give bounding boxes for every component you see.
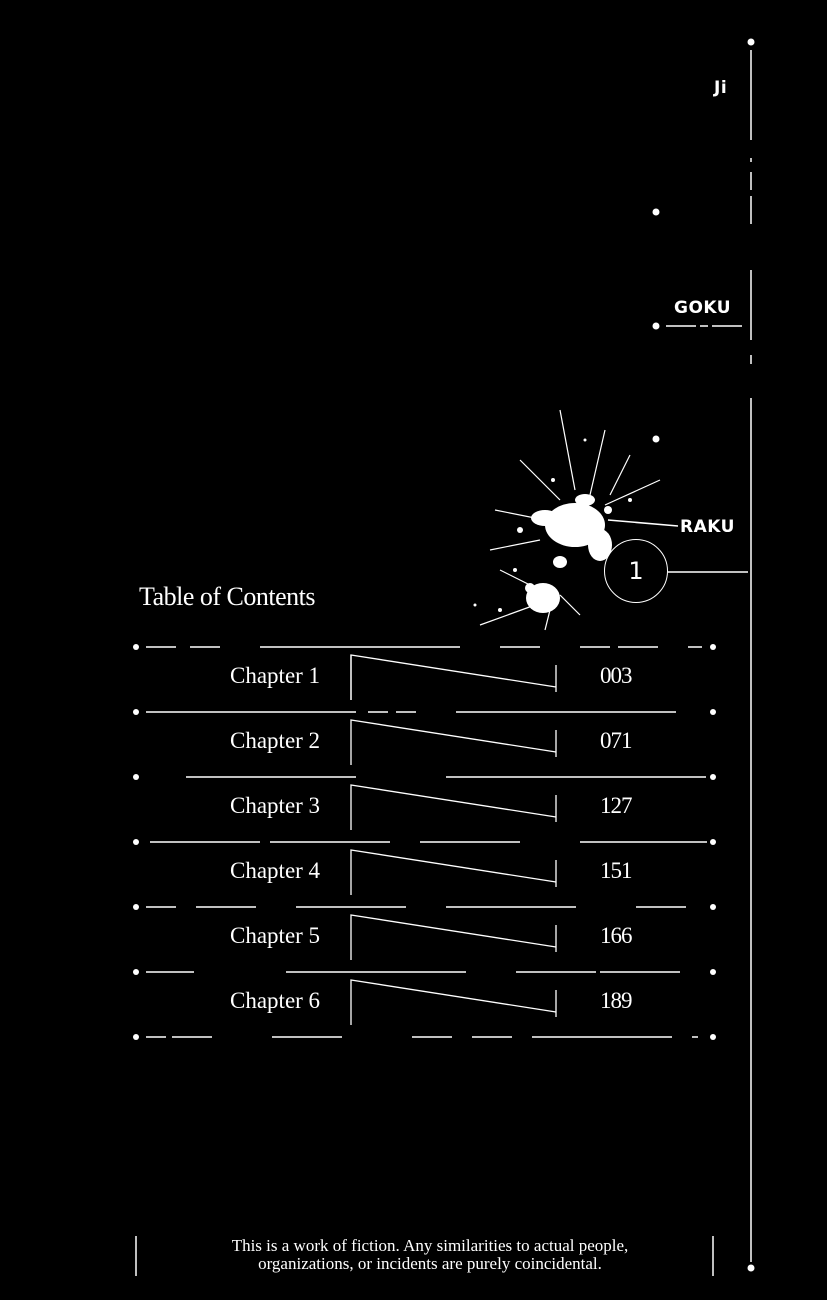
- toc-page-number: 166: [600, 923, 632, 948]
- toc-page-number: 003: [600, 663, 632, 688]
- toc-title: Table of Contents: [139, 582, 315, 611]
- toc-chapter-link-1[interactable]: Chapter 1: [230, 663, 321, 688]
- series-title-part: GOKU: [674, 298, 732, 318]
- toc-chapter-link-2[interactable]: Chapter 2: [230, 728, 321, 753]
- disclaimer-line: organizations, or incidents are purely coincidental.: [258, 1254, 602, 1273]
- rail-dot: [653, 436, 660, 443]
- toc-chapter-link-4[interactable]: Chapter 4: [230, 858, 321, 883]
- toc-page-number: 127: [600, 793, 632, 818]
- disclaimer: [150, 1237, 710, 1273]
- toc-separators: [146, 647, 707, 1037]
- toc-chapter-link-3[interactable]: Chapter 3: [230, 793, 321, 818]
- chapter-connectors: [351, 655, 556, 1025]
- rail-dot: [748, 39, 755, 46]
- rail-dot: [653, 323, 660, 330]
- toc-chapter-link-5[interactable]: Chapter 5: [230, 923, 321, 948]
- toc-chapter-link-6[interactable]: Chapter 6: [230, 988, 321, 1013]
- rail-dot: [653, 209, 660, 216]
- volume-number: 1: [604, 539, 668, 603]
- toc-page-number: 151: [600, 858, 632, 883]
- series-title-part: Ji: [714, 78, 728, 98]
- series-title-part: RAKU: [680, 517, 735, 537]
- toc-page-number: 071: [600, 728, 632, 753]
- disclaimer-line: This is a work of fiction. Any similarities to actual people,: [231, 1236, 629, 1255]
- rail-dot: [748, 1265, 755, 1272]
- toc-page-number: 189: [600, 988, 632, 1013]
